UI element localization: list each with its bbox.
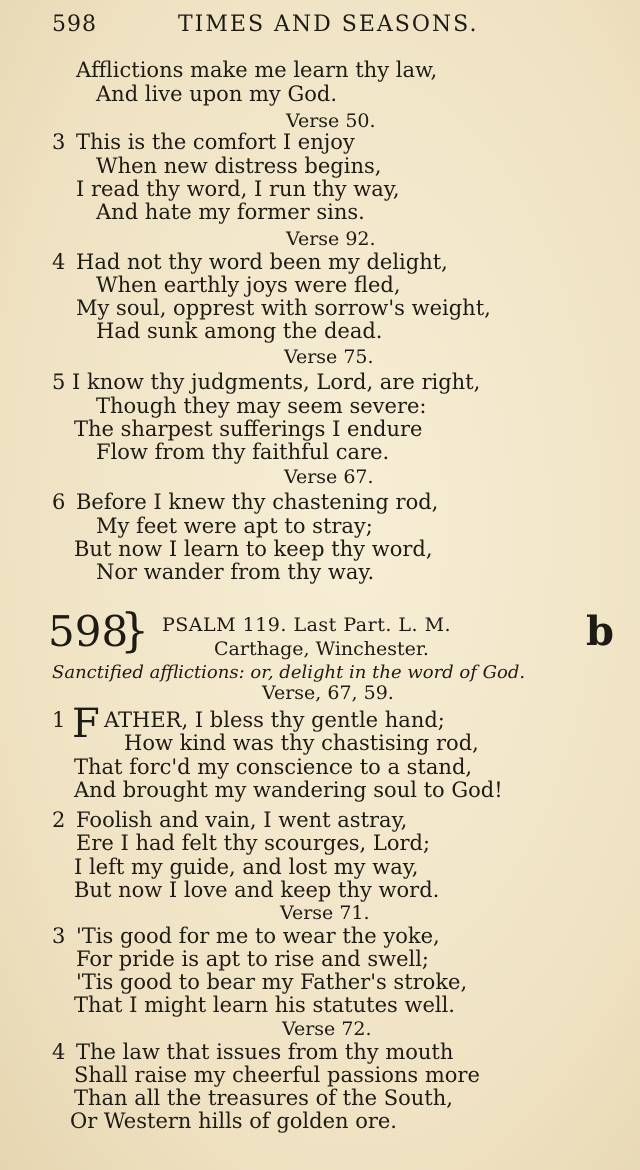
text-line: Than all the treasures of the South, [74, 1086, 453, 1110]
text-line: Ere I had felt thy scourges, Lord; [76, 831, 431, 855]
text-line: Flow from thy faithful care. [96, 440, 390, 464]
text-line: 'Tis good for me to wear the yoke, [76, 924, 440, 948]
text-line: I left my guide, and lost my way, [74, 855, 419, 879]
flat-key-symbol: b [586, 608, 614, 655]
text-line: But now I learn to keep thy word, [74, 537, 433, 561]
verse-label: Verse 92. [286, 228, 376, 250]
stanza-number: 1 [52, 708, 66, 732]
text-line: And brought my wandering soul to God! [74, 778, 503, 802]
stanza-number: 2 [52, 808, 66, 832]
text-line: That forc'd my conscience to a stand, [74, 755, 473, 779]
text-line: Shall raise my cheerful passions more [74, 1063, 480, 1087]
verse-label: Verse 71. [280, 902, 370, 924]
running-title: TIMES AND SEASONS. [178, 12, 479, 37]
text-line: This is the comfort I enjoy [76, 130, 355, 154]
text-line: Before I knew thy chastening rod, [76, 490, 439, 514]
text-line: I read thy word, I run thy way, [76, 177, 400, 201]
verse-reference: Verse, 67, 59. [262, 682, 394, 704]
text-line: 'Tis good to bear my Father's stroke, [76, 970, 468, 994]
text-line: That I might learn his statutes well. [74, 993, 455, 1017]
text-line: ATHER, I bless thy gentle hand; [104, 708, 445, 732]
psalm-meter-line: PSALM 119. Last Part. L. M. [162, 614, 452, 636]
text-line: And live upon my God. [96, 82, 338, 106]
text-line: Though they may seem severe: [96, 394, 427, 418]
text-line: Nor wander from thy way. [96, 560, 375, 584]
hymn-number: 598 [48, 607, 129, 656]
text-line: Or Western hills of golden ore. [70, 1109, 397, 1133]
text-line: The sharpest sufferings I endure [74, 417, 423, 441]
drop-cap: F [72, 701, 100, 747]
stanza-number: 5 [52, 370, 66, 394]
text-line: How kind was thy chastising rod, [124, 731, 479, 755]
text-line: When new distress begins, [96, 154, 382, 178]
brace-glyph: } [120, 603, 150, 657]
text-line: My feet were apt to stray; [96, 514, 373, 538]
text-line: Had sunk among the dead. [96, 319, 383, 343]
verse-label: Verse 50. [286, 110, 376, 132]
stanza-number: 6 [52, 490, 66, 514]
hymn-subject: Sanctified afflictions: or, delight in the word of God. [52, 662, 526, 683]
text-line: Had not thy word been my delight, [76, 250, 448, 274]
page-number: 598 [52, 12, 97, 37]
tune-names: Carthage, Winchester. [214, 638, 429, 660]
text-line: When earthly joys were fled, [96, 273, 401, 297]
verse-label: Verse 75. [284, 346, 374, 368]
stanza-number: 3 [52, 130, 66, 154]
text-line: Foolish and vain, I went astray, [76, 808, 408, 832]
verse-label: Verse 72. [282, 1018, 372, 1040]
text-line: I know thy judgments, Lord, are right, [72, 370, 481, 394]
stanza-number: 4 [52, 250, 66, 274]
text-line: Afflictions make me learn thy law, [76, 58, 438, 82]
text-line: And hate my former sins. [96, 200, 365, 224]
verse-label: Verse 67. [284, 466, 374, 488]
text-line: But now I love and keep thy word. [74, 878, 440, 902]
stanza-number: 3 [52, 924, 66, 948]
text-line: For pride is apt to rise and swell; [76, 947, 430, 971]
text-line: My soul, opprest with sorrow's weight, [76, 296, 491, 320]
stanza-number: 4 [52, 1040, 66, 1064]
text-line: The law that issues from thy mouth [76, 1040, 454, 1064]
